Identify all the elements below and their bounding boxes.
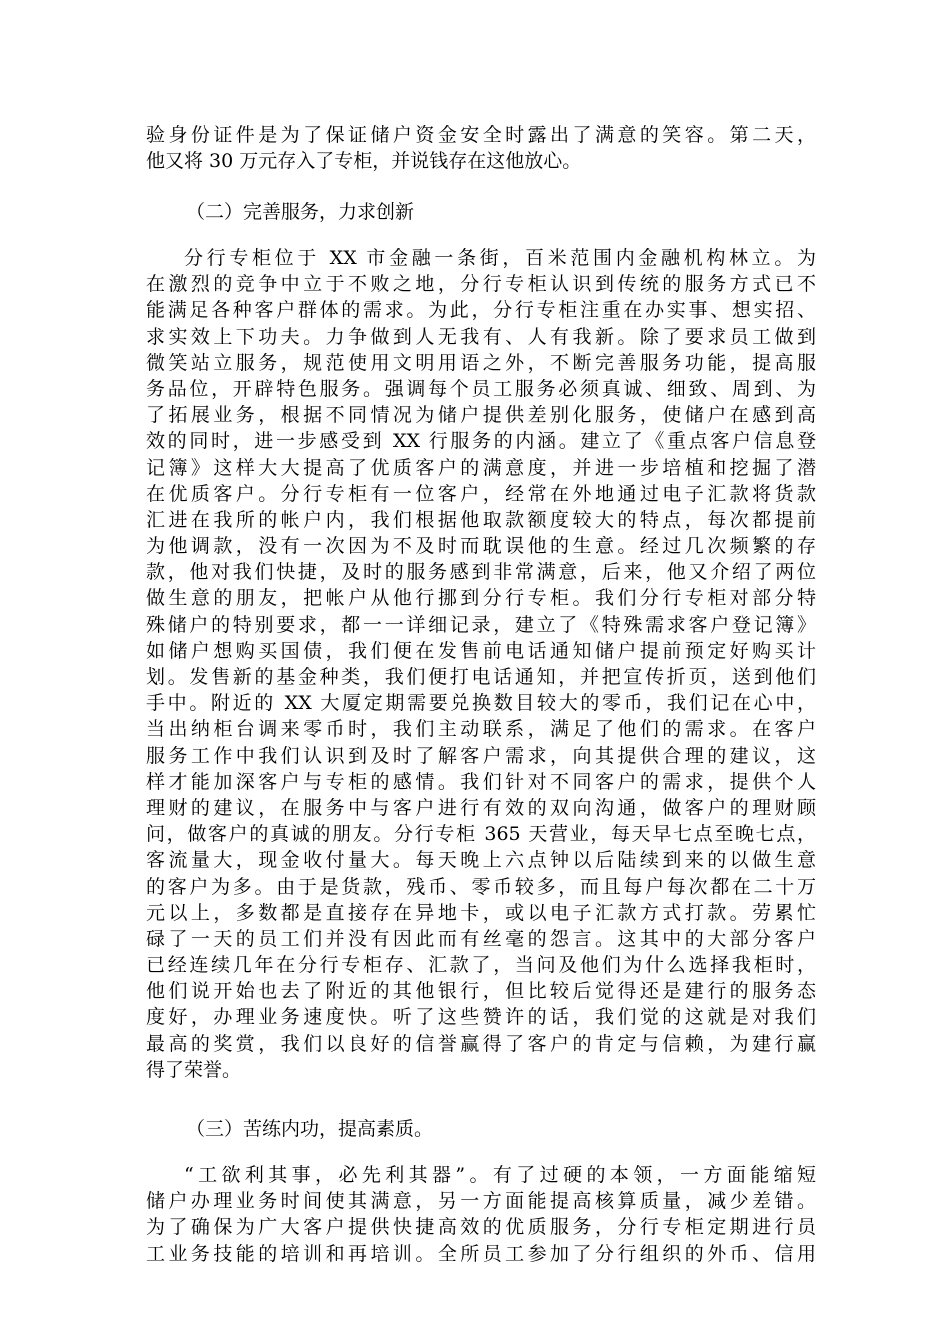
text-line: 服务工作中我们认识到及时了解客户需求，向其提供合理的建议，这 — [146, 744, 816, 767]
text-line: 当出纳柜台调来零币时，我们主动联系，满足了他们的需求。在客户 — [146, 718, 816, 741]
text-line: 在激烈的竞争中立于不败之地，分行专柜认识到传统的服务方式已不 — [146, 273, 816, 296]
section-heading-2: （二）完善服务，力求创新 — [186, 201, 415, 223]
text-line: 验身份证件是为了保证储户资金安全时露出了满意的笑容。第二天， — [146, 124, 816, 146]
text-line: 微笑站立服务，规范使用文明用语之外，不断完善服务功能，提高服 — [146, 351, 816, 374]
text-line: 款，他对我们快捷，及时的服务感到非常满意，后来，他又介绍了两位 — [146, 561, 816, 584]
text-line: 工业务技能的培训和再培训。全所员工参加了分行组织的外币、信用 — [146, 1242, 816, 1265]
text-line: 得了荣誉。 — [146, 1058, 242, 1081]
text-line: 为了确保为广大客户提供快捷高效的优质服务，分行专柜定期进行员 — [146, 1216, 816, 1239]
text-line: 了拓展业务，根据不同情况为储户提供差别化服务，使储户在感到高 — [146, 404, 816, 427]
text-line: 做生意的朋友，把帐户从他行挪到分行专柜。我们分行专柜对部分特 — [146, 587, 816, 610]
section-heading-3: （三）苦练内功，提高素质。 — [186, 1118, 434, 1140]
text-line: 为他调款，没有一次因为不及时而耽误他的生意。经过几次频繁的存 — [146, 535, 816, 558]
text-line: 元以上，多数都是直接存在异地卡，或以电子汇款方式打款。劳累忙 — [146, 901, 816, 924]
text-line: 汇进在我所的帐户内，我们根据他取款额度较大的特点，每次都提前 — [146, 508, 816, 531]
text-line: 他又将 30 万元存入了专柜，并说钱存在这他放心。 — [146, 150, 582, 173]
text-line: 已经连续几年在分行专柜存、汇款了，当问及他们为什么选择我柜时， — [146, 954, 816, 977]
text-line: 样才能加深客户与专柜的感情。我们针对不同客户的需求，提供个人 — [146, 770, 816, 793]
text-line: 务品位，开辟特色服务。强调每个员工服务必须真诚、细致、周到、为 — [146, 377, 816, 400]
text-line: 效的同时，进一步感受到 XX 行服务的内涵。建立了《重点客户信息登 — [146, 430, 816, 453]
text-line: 能满足各种客户群体的需求。为此，分行专柜注重在办实事、想实招、 — [146, 299, 816, 322]
text-line: 他们说开始也去了附近的其他银行，但比较后觉得还是建行的服务态 — [146, 980, 816, 1003]
text-line: 如储户想购买国债，我们便在发售前电话通知储户提前预定好购买计 — [146, 639, 816, 662]
text-line: 记簿》这样大大提高了优质客户的满意度，并进一步培植和挖掘了潜 — [146, 456, 816, 479]
text-line: 理财的建议，在服务中与客户进行有效的双向沟通，做客户的理财顾 — [146, 796, 816, 819]
text-line: 最高的奖赏，我们以良好的信誉赢得了客户的肯定与信赖，为建行赢 — [146, 1032, 816, 1055]
text-line: 问，做客户的真诚的朋友。分行专柜 365 天营业，每天早七点至晚七点， — [146, 823, 816, 846]
paragraph-continuation — [146, 122, 816, 174]
text-line: 的客户为多。由于是货款，残币、零币较多，而且每户每次都在二十万 — [146, 875, 816, 898]
text-line: 手中。附近的 XX 大厦定期需要兑换数目较大的零币，我们记在心中， — [146, 692, 816, 715]
text-line: “工欲利其事，必先利其器”。有了过硬的本领，一方面能缩短 — [184, 1164, 816, 1186]
text-line: 碌了一天的员工们并没有因此而有丝毫的怨言。这其中的大部分客户 — [146, 927, 816, 950]
text-line: 求实效上下功夫。力争做到人无我有、人有我新。除了要求员工做到 — [146, 325, 816, 348]
text-line: 划。发售新的基金种类，我们便打电话通知，并把宣传折页，送到他们 — [146, 666, 816, 688]
text-line: 分行专柜位于 XX 市金融一条街，百米范围内金融机构林立。为 — [184, 247, 816, 269]
paragraph-training — [146, 1162, 816, 1267]
text-line: 在优质客户。分行专柜有一位客户，经常在外地通过电子汇款将货款 — [146, 482, 816, 505]
text-line: 储户办理业务时间使其满意，另一方面能提高核算质量，减少差错。 — [146, 1190, 816, 1213]
text-line: 度好，办理业务速度快。听了这些赞许的话，我们觉的这就是对我们 — [146, 1006, 816, 1029]
text-line: 客流量大，现金收付量大。每天晚上六点钟以后陆续到来的以做生意 — [146, 849, 816, 872]
text-line: 殊储户的特别要求，都一一详细记录，建立了《特殊需求客户登记簿》 — [146, 613, 816, 636]
paragraph-service — [146, 245, 816, 1083]
